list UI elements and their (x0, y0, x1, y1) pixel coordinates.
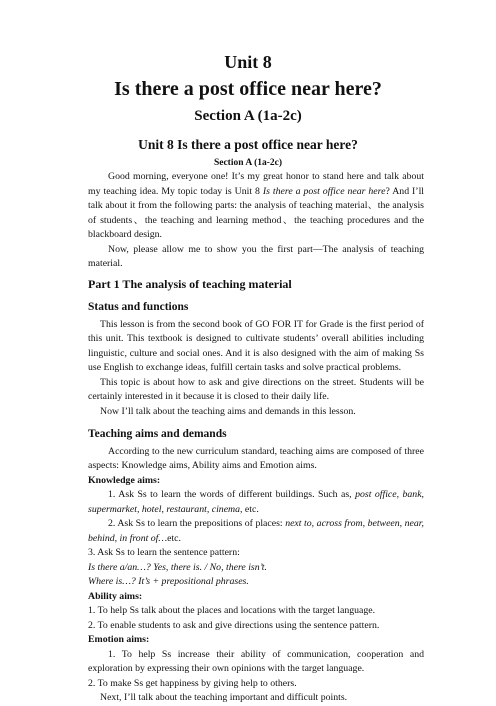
k2-end: etc. (167, 532, 181, 544)
knowledge-aim-2 (88, 517, 424, 546)
part1-heading: Part 1 The analysis of teaching material (88, 276, 292, 291)
knowledge-aims-heading: Knowledge aims: (88, 474, 161, 486)
intro-text-end: ? And I’ll talk about it from the following parts: the analysis of teaching material、the analysis of students、the teaching and learning method、the teaching procedures and the blackboard design. (88, 185, 425, 240)
k1-text: 1. Ask Ss to learn the words of different buildings. Such as, (108, 489, 356, 500)
subtitle: Unit 8 Is there a post office near here? (138, 137, 358, 152)
pattern-2-italic: Where is…? It’s + prepositional phrases. (88, 576, 249, 587)
status-paragraph-3: Now I’ll talk about the teaching aims and demands in this lesson. (100, 405, 356, 417)
aims-intro: According to the new curriculum standard, teaching aims are composed of three aspects: Knowledge aims, Ability aims and Emotion aims. (88, 445, 424, 471)
ability-aim-2: 2. To enable students to ask and give directions using the sentence pattern. (88, 619, 380, 631)
body-text (88, 170, 424, 706)
section-title: Section A (1a-2c) (194, 108, 302, 124)
emotion-aim-2: 2. To make Ss get happiness by giving help to others. (88, 677, 297, 689)
intro-transition: Now, please allow me to show you the first part—The analysis of teaching material. (88, 243, 424, 269)
intro-text-start: Good morning, everyone one! It’s my great honor to stand here and talk about my teaching idea. My topic today is Unit 8 (88, 171, 424, 197)
next-section-transition: Next, I’ll talk about the teaching important and difficult points. (100, 692, 348, 703)
ability-aim-1: 1. To help Ss talk about the places and locations with the target language. (88, 605, 376, 616)
pattern-1-italic: Is there a/an…? Yes, there is. / No, there isn’t. (88, 561, 267, 573)
status-paragraph-1: This lesson is from the second book of GO FOR IT for Grade is the first period of this unit. This textbook is designed to cultivate students’ overall abilities including linguistic, culture and social ones. And it is also designed with the aim of making Ss use English to exchange ideas, fulfill certain tasks and solve practical problems. (88, 318, 424, 373)
lesson-question-title: Is there a post office near here? (114, 78, 382, 100)
unit-title: Unit 8 (224, 52, 272, 72)
intro-topic-italic: Is there a post office near here (262, 185, 386, 197)
aims-heading: Teaching aims and demands (88, 428, 227, 440)
k2-prepositions-italic: next to, across from, between, near, behind, in front of… (88, 518, 424, 544)
emotion-aim-1: 1. To help Ss increase their ability of communication, cooperation and exploration by expressing their own opinions with the target language. (88, 648, 424, 674)
knowledge-aim-1 (88, 488, 424, 517)
k2-text: 2. Ask Ss to learn the prepositions of places: (108, 518, 286, 529)
ability-aims-heading: Ability aims: (88, 590, 143, 602)
intro-paragraph (88, 170, 424, 243)
k1-end: , etc. (240, 503, 259, 515)
sentence-pattern-2 (88, 575, 424, 590)
status-paragraph-2: This topic is about how to ask and give directions on the street. Students will be certainly interested in it because it is closed to their daily life. (88, 376, 424, 402)
emotion-aims-heading: Emotion aims: (88, 634, 150, 645)
knowledge-aim-3: 3. Ask Ss to learn the sentence pattern: (88, 547, 240, 558)
subsection-title: Section A (1a-2c) (213, 158, 283, 168)
sentence-pattern-1 (88, 561, 424, 576)
status-heading: Status and functions (88, 301, 189, 313)
k1-buildings-italic: post office, bank, supermarket, hotel, restaurant, cinema (88, 489, 424, 515)
